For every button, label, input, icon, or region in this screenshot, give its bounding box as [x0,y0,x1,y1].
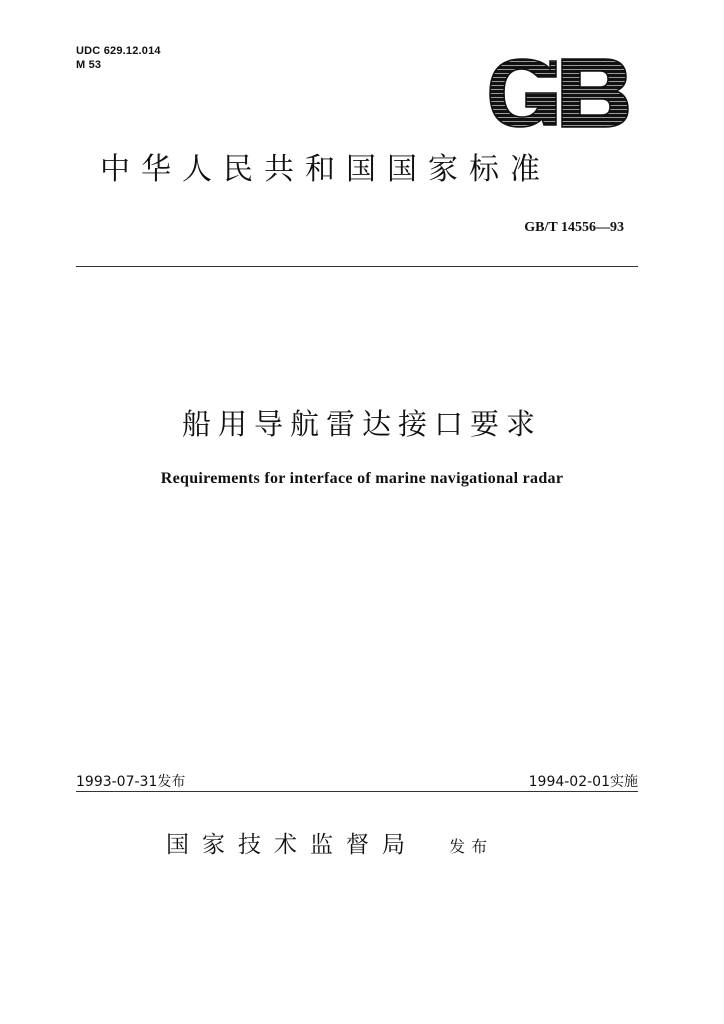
issuing-authority: 国家技术监督局 [166,832,418,858]
issue-action: 发布 [449,837,494,856]
gb-logo-icon [486,55,630,131]
udc-code: UDC 629.12.014 [76,45,161,57]
issuer-line [166,826,493,859]
classification-block [76,44,161,72]
date-row [76,772,638,792]
category-code: M 53 [76,59,102,71]
implementation-date: 1994-02-01实施 [528,774,638,790]
footer-divider [76,791,638,792]
standard-number: GB/T 14556—93 [524,220,624,235]
issue-date: 1993-07-31发布 [76,774,186,790]
document-title-chinese: 船用导航雷达接口要求 [181,407,542,441]
header-divider [76,266,638,267]
document-title-english: Requirements for interface of marine navigational radar [160,470,564,487]
national-standard-title: 中华人民共和国国家标准 [100,152,551,187]
